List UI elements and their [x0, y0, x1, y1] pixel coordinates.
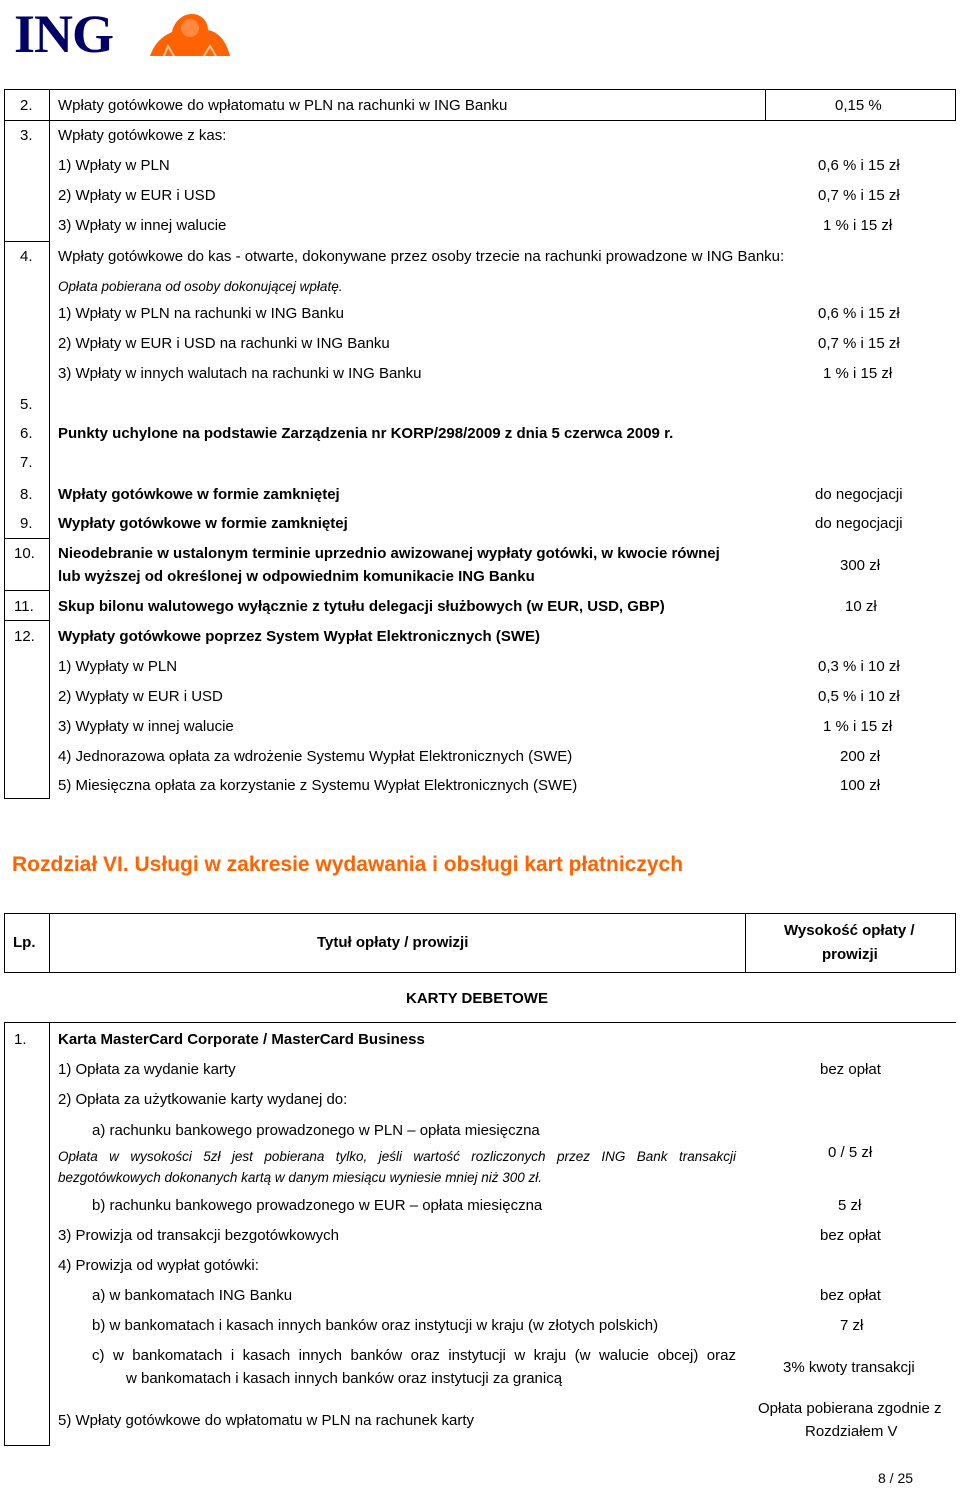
section-title: Rozdział VI. Usługi w zakresie wydawania i obsługi kart płatniczych — [12, 853, 684, 876]
card-item-note: bezgotówkowych dokonanych kartą w danym miesiącu wyniesie mniej niż 300 zł. — [58, 1170, 542, 1185]
row-3-item-label: 3) Wpłaty w innej walucie — [58, 217, 227, 234]
card-item-value: Opłata pobierana zgodnie z — [758, 1400, 942, 1417]
header-title: Tytuł opłaty / prowizji — [317, 934, 469, 951]
row-11-value: 10 zł — [845, 598, 877, 615]
row-3-number: 3. — [20, 127, 33, 144]
row-4-item-value: 0,7 % i 15 zł — [818, 335, 900, 352]
row-12-item-label: 2) Wypłaty w EUR i USD — [58, 688, 223, 705]
row-10-value: 300 zł — [840, 557, 881, 574]
row-4-item-label: 3) Wpłaty w innych walutach na rachunki w ING Banku — [58, 365, 422, 382]
card-item-value: bez opłat — [820, 1287, 881, 1304]
subheading-karty-debetowe: KARTY DEBETOWE — [406, 990, 548, 1007]
card-item-label: 1) Opłata za wydanie karty — [58, 1061, 236, 1078]
row-3-item-label: 1) Wpłaty w PLN — [58, 157, 170, 174]
page-number: 8 / 25 — [878, 1470, 914, 1486]
row-4-item-label: 1) Wpłaty w PLN na rachunki w ING Banku — [58, 305, 344, 322]
card-item-label: a) w bankomatach ING Banku — [92, 1287, 293, 1304]
card-item-label: 2) Opłata za użytkowanie karty wydanej do: — [58, 1091, 348, 1108]
row-3-label: Wpłaty gotówkowe z kas: — [58, 127, 227, 144]
ing-logo-text: ING — [14, 4, 114, 64]
row-12-item-value: 0,5 % i 10 zł — [818, 688, 900, 705]
row-12-item-label: 3) Wypłaty w innej walucie — [58, 718, 234, 735]
row-8-number: 8. — [20, 486, 33, 503]
row-10-line2: lub wyższej od określonej w odpowiednim komunikacie ING Banku — [58, 568, 535, 585]
row-3-item-value: 1 % i 15 zł — [823, 217, 893, 234]
card-item-value: Rozdziałem V — [805, 1423, 898, 1440]
card-item-label: c) w bankomatach i kasach innych banków oraz instytucji w kraju (w walucie obcej) oraz — [92, 1347, 736, 1364]
row-4-label: Wpłaty gotówkowe do kas - otwarte, dokonywane przez osoby trzecie na rachunki prowadzone w ING Banku: — [58, 248, 785, 265]
row-6-label: Punkty uchylone na podstawie Zarządzenia nr KORP/298/2009 z dnia 5 czerwca 2009 r. — [58, 425, 674, 442]
card-item-label: w bankomatach i kasach innych banków oraz instytucji za granicą — [126, 1370, 563, 1387]
card-item-note: Opłata w wysokości 5zł jest pobierana tylko, jeśli wartość rozliczonych przez ING Bank transakcji — [58, 1149, 736, 1164]
row-3-item-label: 2) Wpłaty w EUR i USD — [58, 187, 216, 204]
row-12-item-value: 200 zł — [840, 748, 881, 765]
row-12-item-value: 0,3 % i 10 zł — [818, 658, 900, 675]
row-12-item-label: 5) Miesięczna opłata za korzystanie z Systemu Wypłat Elektronicznych (SWE) — [58, 777, 578, 794]
card-title: Karta MasterCard Corporate / MasterCard Business — [58, 1031, 425, 1048]
row-12-number: 12. — [14, 628, 35, 645]
row-11-number: 11. — [14, 598, 34, 615]
card-item-label: b) w bankomatach i kasach innych banków oraz instytucji w kraju (w złotych polskich) — [92, 1317, 659, 1334]
card-item-label: 4) Prowizja od wypłat gotówki: — [58, 1257, 259, 1274]
row-9-number: 9. — [20, 515, 33, 532]
row-12-item-value: 100 zł — [840, 777, 881, 794]
row-12-item-label: 4) Jednorazowa opłata za wdrożenie Systemu Wypłat Elektronicznych (SWE) — [58, 748, 573, 765]
row-8-label: Wpłaty gotówkowe w formie zamkniętej — [58, 486, 340, 503]
card-item-label: b) rachunku bankowego prowadzonego w EUR – opłata miesięczna — [92, 1197, 543, 1214]
row-4-item-label: 2) Wpłaty w EUR i USD na rachunki w ING Banku — [58, 335, 390, 352]
row-4-item-value: 1 % i 15 zł — [823, 365, 893, 382]
row-2-label: Wpłaty gotówkowe do wpłatomatu w PLN na rachunki w ING Banku — [58, 97, 508, 114]
row-4-number: 4. — [20, 248, 33, 265]
row-10-number: 10. — [14, 545, 35, 562]
row-4-note: Opłata pobierana od osoby dokonującej wpłatę. — [58, 279, 343, 294]
row-9-label: Wypłaty gotówkowe w formie zamkniętej — [58, 515, 348, 532]
row-2-value: 0,15 % — [835, 97, 882, 114]
header-fee-line1: Wysokość opłaty / — [784, 922, 915, 939]
card-item-value: bez opłat — [820, 1061, 881, 1078]
row-12-item-value: 1 % i 15 zł — [823, 718, 893, 735]
ing-logo — [14, 4, 113, 64]
header-lp: Lp. — [13, 934, 36, 951]
row-8-value: do negocjacji — [815, 486, 903, 503]
card-item-label: 5) Wpłaty gotówkowe do wpłatomatu w PLN na rachunek karty — [58, 1412, 475, 1429]
card-item-value: bez opłat — [820, 1227, 881, 1244]
row-7-number: 7. — [20, 454, 33, 471]
card-item-value: 7 zł — [840, 1317, 864, 1334]
row-6-number: 6. — [20, 425, 33, 442]
card-item-label: a) rachunku bankowego prowadzonego w PLN – opłata miesięczna — [92, 1122, 540, 1139]
lion-icon — [144, 6, 236, 62]
card-row-number: 1. — [14, 1031, 27, 1048]
card-item-value: 0 / 5 zł — [828, 1144, 873, 1161]
row-12-label: Wypłaty gotówkowe poprzez System Wypłat Elektronicznych (SWE) — [58, 628, 541, 645]
row-3-item-value: 0,6 % i 15 zł — [818, 157, 900, 174]
row-10-line1: Nieodebranie w ustalonym terminie uprzednio awizowanej wypłaty gotówki, w kwocie równej — [58, 545, 720, 562]
card-item-label: 3) Prowizja od transakcji bezgotówkowych — [58, 1227, 339, 1244]
row-2-number: 2. — [20, 97, 33, 114]
row-12-item-label: 1) Wypłaty w PLN — [58, 658, 178, 675]
row-5-number: 5. — [20, 396, 33, 413]
row-11-label: Skup bilonu walutowego wyłącznie z tytułu delegacji służbowych (w EUR, USD, GBP) — [58, 598, 665, 615]
row-4-item-value: 0,6 % i 15 zł — [818, 305, 900, 322]
row-3-item-value: 0,7 % i 15 zł — [818, 187, 900, 204]
row-9-value: do negocjacji — [815, 515, 903, 532]
card-item-value: 3% kwoty transakcji — [783, 1359, 915, 1376]
header-fee-line2: prowizji — [822, 946, 878, 963]
card-item-value: 5 zł — [838, 1197, 862, 1214]
